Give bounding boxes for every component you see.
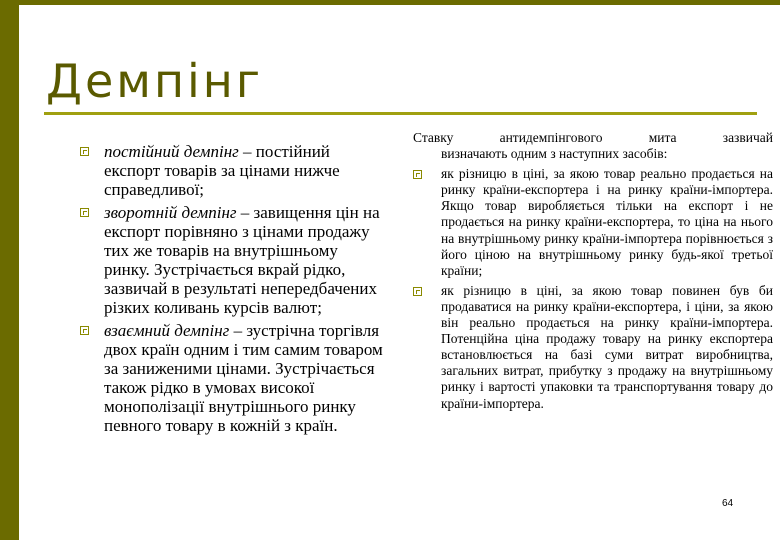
right-column (413, 130, 773, 412)
definition: – постійний експорт товарів за цінами нижче справедливої; (104, 142, 340, 199)
term: взаємний демпінг (104, 321, 230, 340)
method-text: як різницю в ціні, за якою товар реально продається на ринку країни-експортера і на ринку країни-імпортера. Якщо товар виробляється тільки на експорт і не продається на ринку країни-експортера, то ціна на нього на внутрішньому ринку країни-імпортера порівнюється з його ціною на внутрішньому ринку будь-якої третьої країни; (441, 166, 773, 278)
intro-text-line1: Ставку антидемпінгового мита зазвичай (413, 130, 773, 145)
page-number: 64 (722, 498, 734, 509)
square-bullet-icon (80, 208, 89, 217)
list-item (80, 321, 385, 435)
list-item (413, 283, 773, 412)
list-item (80, 142, 385, 199)
square-bullet-icon (80, 147, 89, 156)
slide-title: Демпінг (46, 54, 264, 108)
title-underline (44, 112, 757, 115)
square-bullet-icon (413, 287, 422, 296)
definition: – завищення цін на експорт порівняно з цінами продажу тих же товарів на внутрішньому ринку. Зустрічається вкрай рідко, зазвичай в результаті непередбачених різких коливань курсів валют; (104, 203, 380, 317)
square-bullet-icon (80, 326, 89, 335)
square-bullet-icon (413, 170, 422, 179)
list-item (80, 203, 385, 317)
term: зворотній демпінг (104, 203, 237, 222)
method-text: як різницю в ціні, за якою товар повинен був би продаватися на ринку країни-експортера, і ціни, за якою він реально продається на ринку країни-імпортера. Потенційна ціна продажу товару на ринку експортера встановлюється на базі суми витрат виробництва, загальних витрат, прибутку з продажу на внутрішньому ринку і вартості упаковки та транспортування товару до країни-імпортера. (441, 282, 773, 411)
definition: – зустрічна торгівля двох країн одним і тим самим товаром за заниженими цінами. Зустрічається також рідко в умовах високої монополізації внутрішнього ринку певного товару в кожній з країн. (104, 321, 383, 435)
term: постійний демпінг (104, 142, 239, 161)
left-frame-bar (0, 0, 19, 540)
list-item (413, 166, 773, 279)
left-column (80, 142, 385, 439)
top-frame-band (19, 0, 780, 5)
intro-text-line2: визначають одним з наступних засобів: (441, 146, 668, 162)
